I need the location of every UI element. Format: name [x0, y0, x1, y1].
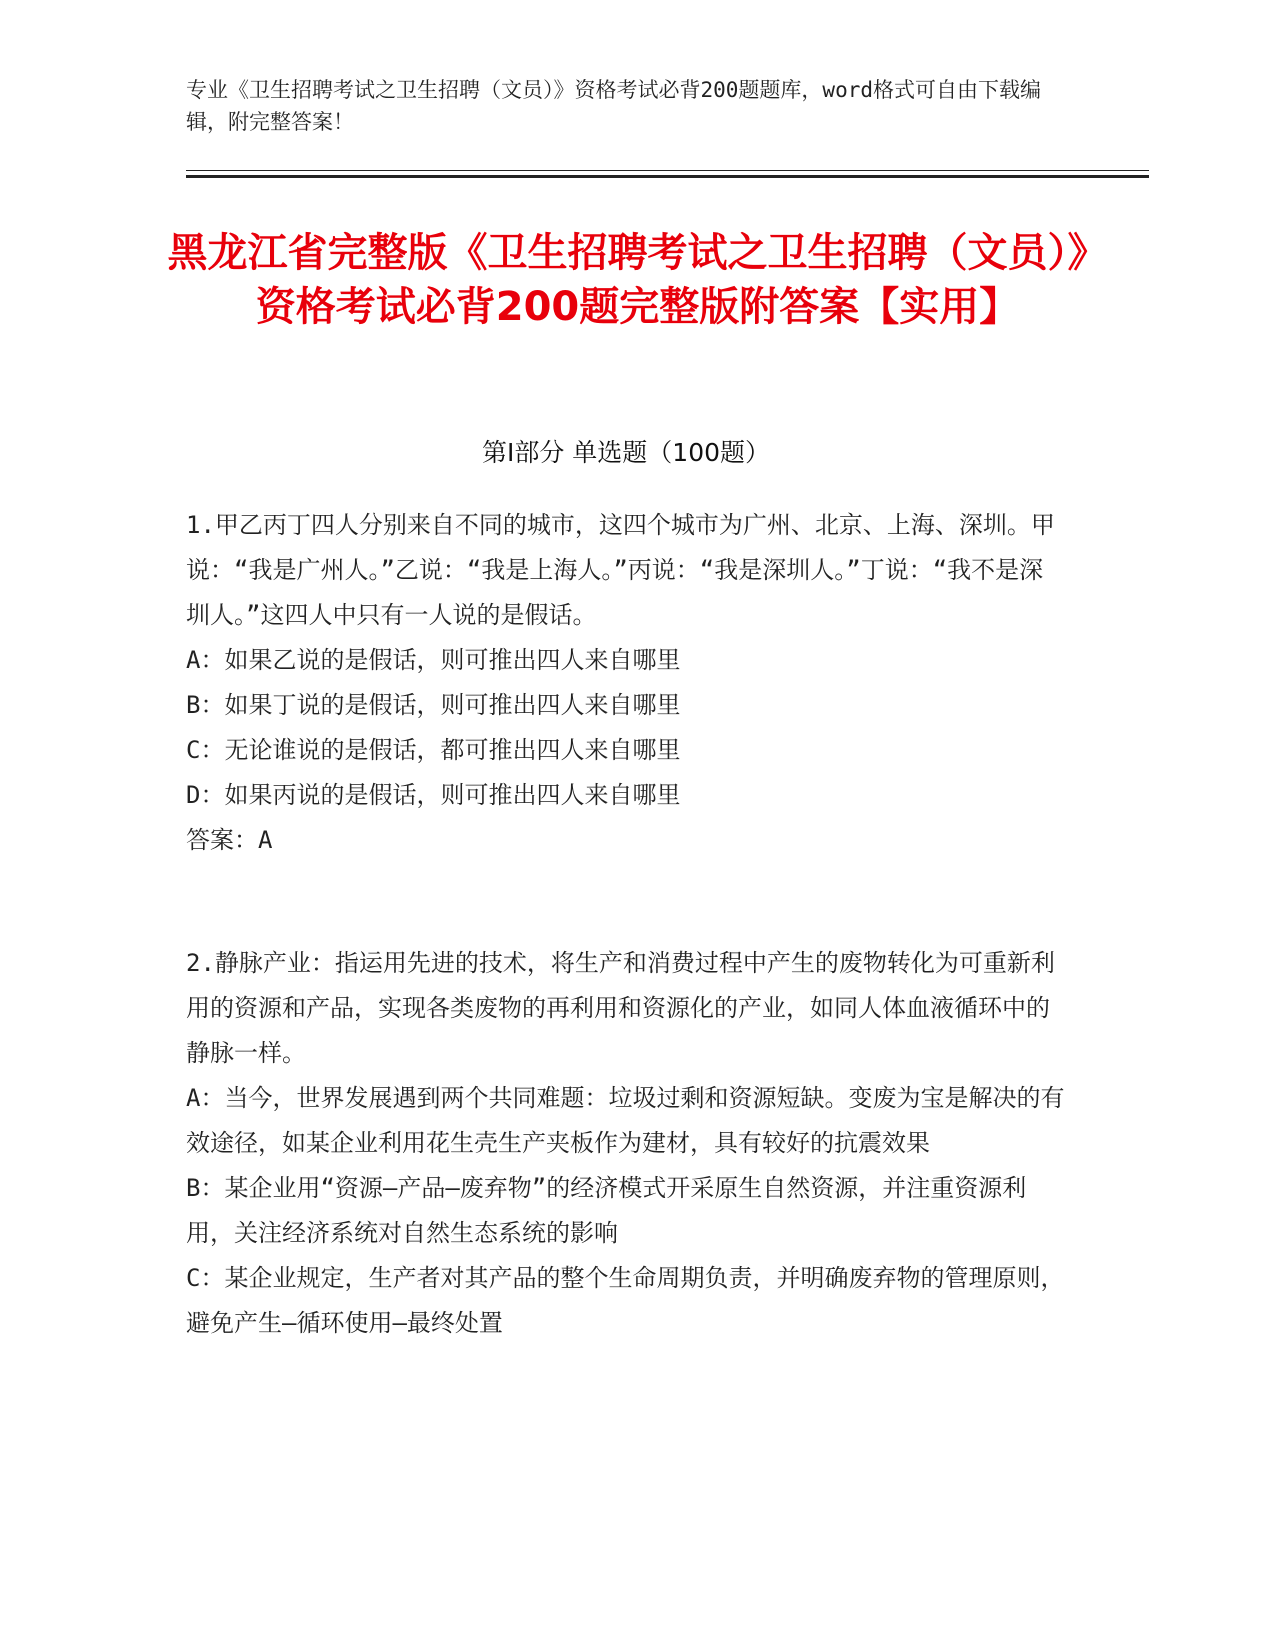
question-1	[186, 503, 1066, 863]
section-heading: 第Ⅰ部分 单选题（100题）	[481, 438, 771, 467]
question-1-option-c: C：无论谁说的是假话，都可推出四人来自哪里	[186, 736, 681, 764]
question-1-option-d: D：如果丙说的是假话，则可推出四人来自哪里	[186, 781, 681, 809]
header-divider-thick	[186, 175, 1149, 178]
question-1-answer	[186, 818, 1066, 863]
question-1-option-a: A：如果乙说的是假话，则可推出四人来自哪里	[186, 646, 681, 674]
question-2-stem: 2.静脉产业：指运用先进的技术，将生产和消费过程中产生的废物转化为可重新利用的资源和产品，实现各类废物的再利用和资源化的产业，如同人体血液循环中的静脉一样。	[186, 949, 1055, 1067]
header-divider-thin	[186, 170, 1149, 171]
header-note: 专业《卫生招聘考试之卫生招聘（文员）》资格考试必背200题题库，word格式可自由下载编辑，附完整答案！	[186, 78, 1041, 134]
question-1-stem: 1.甲乙丙丁四人分别来自不同的城市，这四个城市为广州、北京、上海、深圳。甲说：“我是广州人。”乙说：“我是上海人。”丙说：“我是深圳人。”丁说：“我不是深圳人。”这四人中只有一人说的是假话。	[186, 511, 1055, 629]
question-1-option-b: B：如果丁说的是假话，则可推出四人来自哪里	[186, 691, 681, 719]
question-2-option-c: C：某企业规定，生产者对其产品的整个生命周期负责，并明确废弃物的管理原则，避免产生—循环使用—最终处置	[186, 1264, 1065, 1337]
document-title: 黑龙江省完整版《卫生招聘考试之卫生招聘（文员）》资格考试必背200题完整版附答案【实用】	[167, 230, 1108, 330]
question-2	[186, 941, 1066, 1346]
answer-label: 答案：	[186, 826, 258, 854]
question-2-option-a: A：当今，世界发展遇到两个共同难题：垃圾过剩和资源短缺。变废为宝是解决的有效途径，如某企业利用花生壳生产夹板作为建材，具有较好的抗震效果	[186, 1084, 1065, 1157]
question-2-option-b: B：某企业用“资源—产品—废弃物”的经济模式开采原生自然资源，并注重资源利用，关注经济系统对自然生态系统的影响	[186, 1174, 1027, 1247]
answer-value: A	[258, 826, 273, 854]
